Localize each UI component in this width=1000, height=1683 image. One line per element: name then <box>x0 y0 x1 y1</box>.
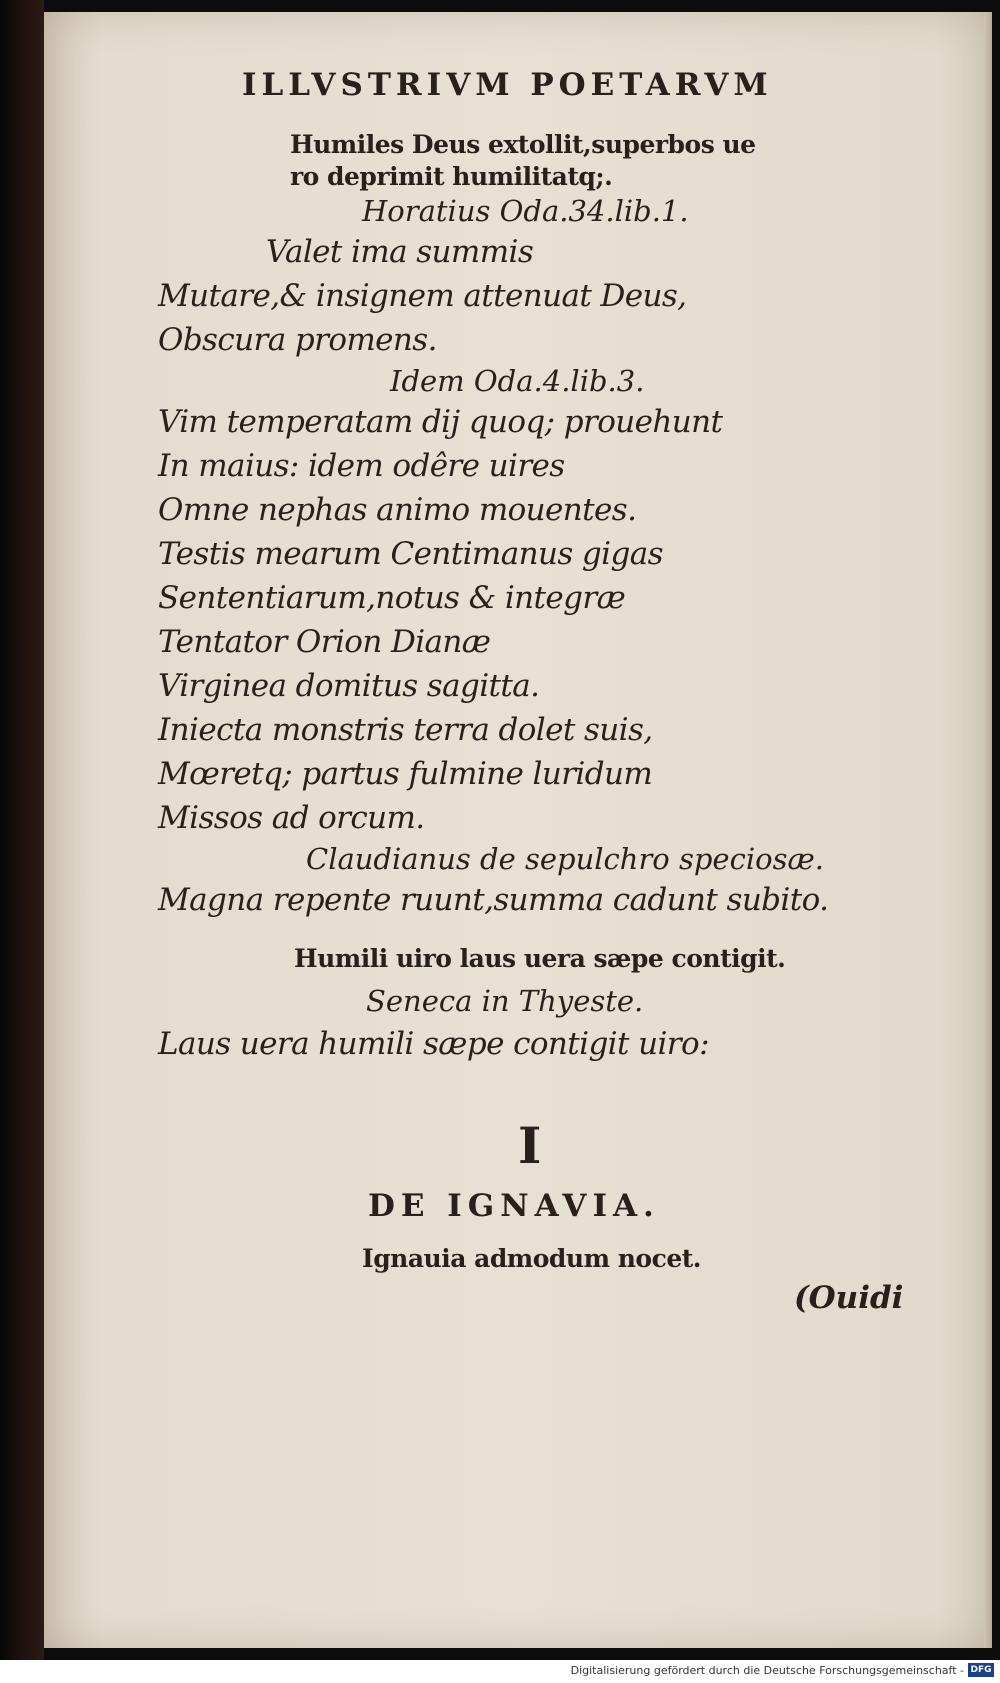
text-line: ro deprimit humilitatq;. <box>290 162 613 191</box>
book-spine <box>0 0 44 1660</box>
dfg-logo: DFG <box>968 1663 994 1677</box>
verse-line: Vim temperatam dij quoq; prouehunt <box>158 404 723 440</box>
source-heading: Claudianus de sepulchro speciosæ. <box>306 842 824 876</box>
section-letter: I <box>518 1116 542 1175</box>
verse-line: Sententiarum,notus & integræ <box>158 580 626 616</box>
source-heading: Idem Oda.4.lib.3. <box>390 364 645 398</box>
verse-line: Missos ad orcum. <box>158 800 425 836</box>
verse-line: Virginea domitus sagitta. <box>158 668 540 704</box>
source-heading: Seneca in Thyeste. <box>366 984 644 1018</box>
footer-credit: Digitalisierung gefördert durch die Deutsche Forschungsgemeinschaft - <box>570 1664 964 1677</box>
catchword: (Ouidi <box>794 1280 904 1316</box>
text-line: Humili uiro laus uera sæpe contigit. <box>294 944 786 973</box>
verse-line: Valet ima summis <box>266 234 534 270</box>
text-line: Humiles Deus extollit,superbos ue <box>290 130 756 159</box>
verse-line: Iniecta monstris terra dolet suis, <box>158 712 653 748</box>
section-title: DE IGNAVIA. <box>368 1188 660 1224</box>
verse-line: Laus uera humili sæpe contigit uiro: <box>158 1026 709 1062</box>
running-head: ILLVSTRIVM POETARVM <box>242 67 773 103</box>
source-heading: Horatius Oda.34.lib.1. <box>362 194 689 228</box>
book-page <box>44 12 992 1648</box>
page-edge <box>984 12 992 1648</box>
section-subtitle: Ignauia admodum nocet. <box>362 1244 701 1273</box>
verse-line: Mutare,& insignem attenuat Deus, <box>158 278 687 314</box>
verse-line: Testis mearum Centimanus gigas <box>158 536 663 572</box>
verse-line: In maius: idem odêre uires <box>158 448 565 484</box>
verse-line: Magna repente ruunt,summa cadunt subito. <box>158 882 829 918</box>
verse-line: Tentator Orion Dianæ <box>158 624 491 660</box>
verse-line: Obscura promens. <box>158 322 437 358</box>
verse-line: Omne nephas animo mouentes. <box>158 492 637 528</box>
verse-line: Mœretq; partus fulmine luridum <box>158 756 653 792</box>
